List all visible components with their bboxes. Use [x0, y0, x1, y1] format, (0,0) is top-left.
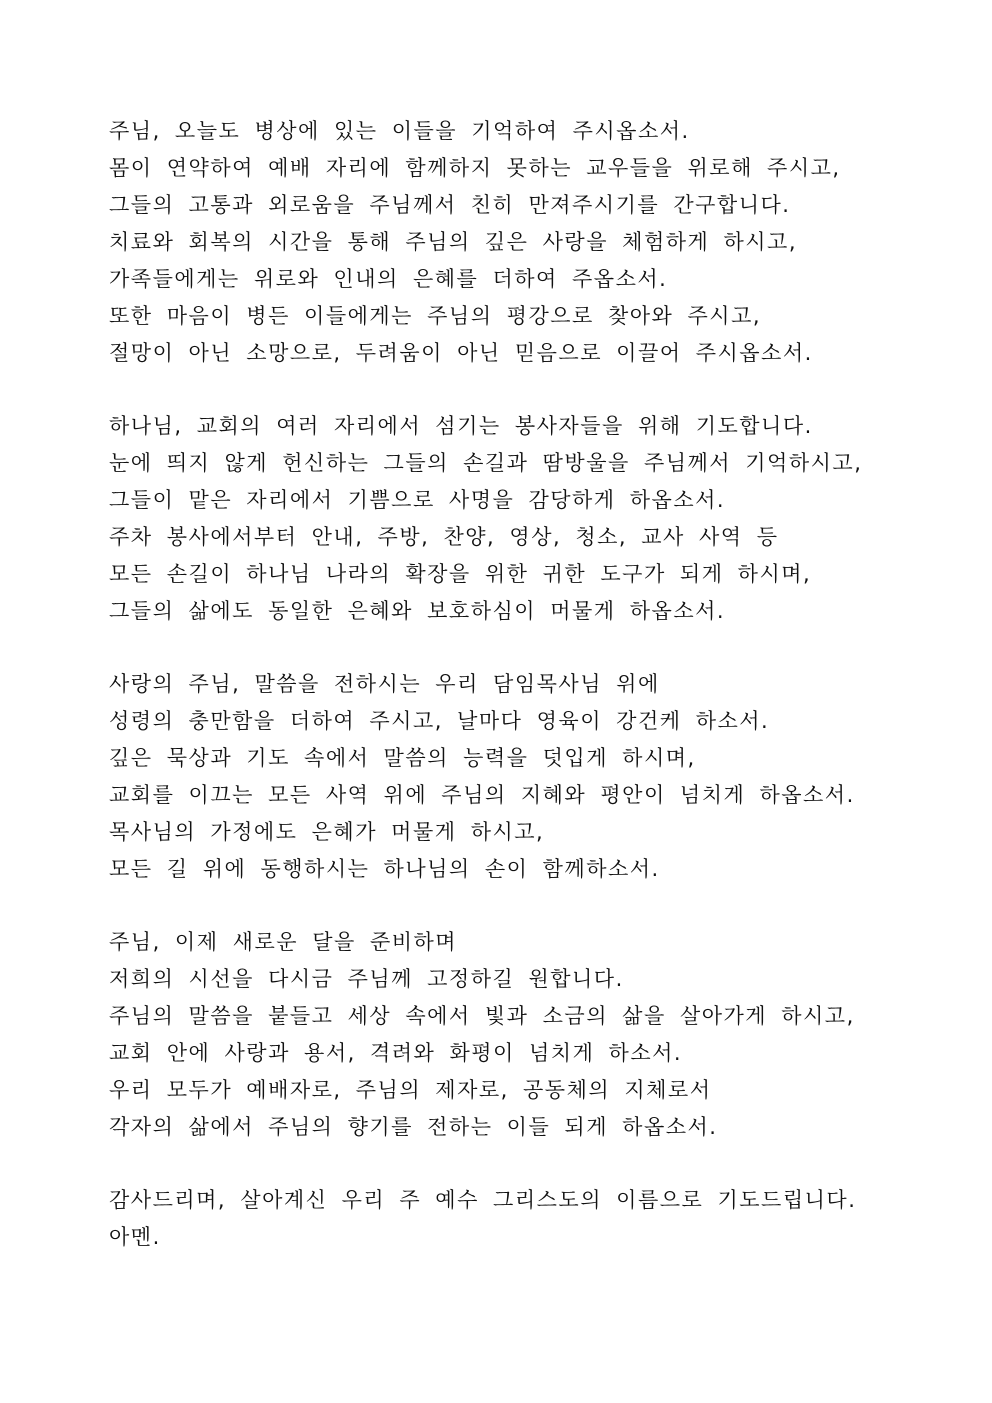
text-line: 각자의 삶에서 주님의 향기를 전하는 이들 되게 하옵소서.: [109, 1115, 718, 1139]
text-line: 모든 손길이 하나님 나라의 확장을 위한 귀한 도구가 되게 하시며,: [109, 562, 812, 586]
text-line: 성령의 충만함을 더하여 주시고, 날마다 영육이 강건케 하소서.: [109, 709, 770, 733]
paragraph-closing: [109, 1182, 929, 1256]
text-line: 또한 마음이 병든 이들에게는 주님의 평강으로 찾아와 주시고,: [109, 304, 762, 328]
text-line: 저희의 시선을 다시금 주님께 고정하길 원합니다.: [109, 967, 624, 991]
text-line: 교회를 이끄는 모든 사역 위에 주님의 지혜와 평안이 넘치게 하옵소서.: [109, 783, 855, 807]
text-line: 사랑의 주님, 말씀을 전하시는 우리 담임목사님 위에: [109, 672, 660, 696]
paragraph-volunteers: [109, 408, 929, 630]
text-line: 주님, 오늘도 병상에 있는 이들을 기억하여 주시옵소서.: [109, 119, 690, 143]
text-line: 감사드리며, 살아계신 우리 주 예수 그리스도의 이름으로 기도드립니다.: [109, 1188, 857, 1212]
text-line: 몸이 연약하여 예배 자리에 함께하지 못하는 교우들을 위로해 주시고,: [109, 156, 841, 180]
text-line: 그들의 삶에도 동일한 은혜와 보호하심이 머물게 하옵소서.: [109, 599, 726, 623]
text-line: 치료와 회복의 시간을 통해 주님의 깊은 사랑을 체험하게 하시고,: [109, 230, 798, 254]
text-line: 교회 안에 사랑과 용서, 격려와 화평이 넘치게 하소서.: [109, 1041, 683, 1065]
text-line: 절망이 아닌 소망으로, 두려움이 아닌 믿음으로 이끌어 주시옵소서.: [109, 341, 813, 365]
text-line: 눈에 띄지 않게 헌신하는 그들의 손길과 땀방울을 주님께서 기억하시고,: [109, 451, 863, 475]
paragraph-new-month: [109, 924, 929, 1146]
prayer-text: [109, 113, 929, 1292]
paragraph-sick-members: [109, 113, 929, 372]
text-line: 그들의 고통과 외로움을 주님께서 친히 만져주시기를 간구합니다.: [109, 193, 791, 217]
text-line: 모든 길 위에 동행하시는 하나님의 손이 함께하소서.: [109, 857, 660, 881]
paragraph-pastor: [109, 666, 929, 888]
text-line: 우리 모두가 예배자로, 주님의 제자로, 공동체의 지체로서: [109, 1078, 712, 1102]
text-line: 주님의 말씀을 붙들고 세상 속에서 빛과 소금의 삶을 살아가게 하시고,: [109, 1004, 855, 1028]
text-line: 목사님의 가정에도 은혜가 머물게 하시고,: [109, 820, 545, 844]
text-line: 가족들에게는 위로와 인내의 은혜를 더하여 주옵소서.: [109, 267, 668, 291]
text-line: 주님, 이제 새로운 달을 준비하며: [109, 930, 458, 954]
text-line: 주차 봉사에서부터 안내, 주방, 찬양, 영상, 청소, 교사 사역 등: [109, 525, 779, 549]
text-line: 그들이 맡은 자리에서 기쁨으로 사명을 감당하게 하옵소서.: [109, 488, 726, 512]
text-line: 하나님, 교회의 여러 자리에서 섬기는 봉사자들을 위해 기도합니다.: [109, 414, 813, 438]
text-line: 깊은 묵상과 기도 속에서 말씀의 능력을 덧입게 하시며,: [109, 746, 696, 770]
text-line: 아멘.: [109, 1225, 161, 1249]
